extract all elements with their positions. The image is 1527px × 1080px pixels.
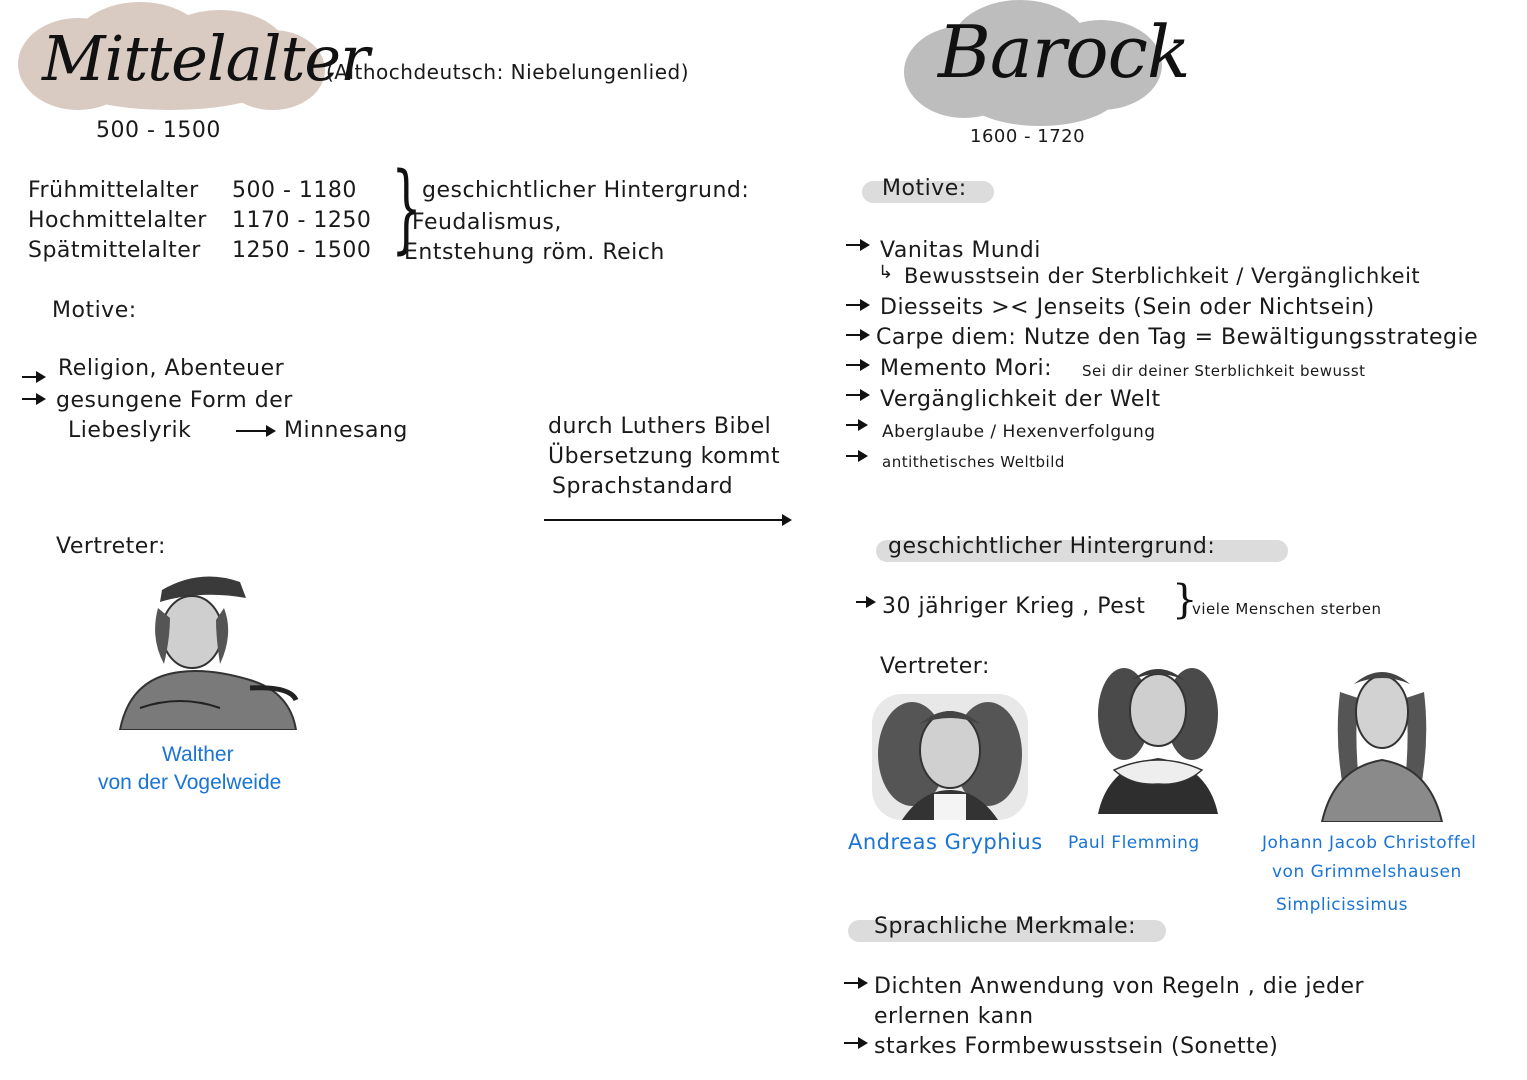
mittelalter-background-heading: geschichtlicher Hintergrund:	[422, 178, 750, 203]
mittelalter-title: Mittelalter	[42, 22, 369, 95]
barock-language-2: starkes Formbewusstsein (Sonette)	[874, 1034, 1279, 1059]
epoch-name-3: Spätmittelalter	[28, 238, 201, 263]
barock-motive-6: Aberglaube / Hexenverfolgung	[882, 422, 1156, 442]
epoch-range-3: 1250 - 1500	[232, 238, 372, 263]
epoch-range-2: 1170 - 1250	[232, 208, 372, 233]
barock-author-3-line-2: von Grimmelshausen	[1272, 862, 1462, 882]
mittelalter-author-line-1: Walther	[162, 743, 234, 766]
luther-line-1: durch Luthers Bibel	[548, 414, 772, 439]
arrow-right-icon	[844, 1042, 866, 1044]
arrow-right-icon	[846, 304, 868, 306]
mittelalter-period: 500 - 1500	[96, 118, 221, 143]
brace-icon: }	[391, 152, 422, 264]
barock-author-3-work: Simplicissimus	[1276, 895, 1409, 915]
barock-author-1: Andreas Gryphius	[848, 830, 1043, 854]
portrait-image	[1314, 652, 1450, 822]
barock-title: Barock	[938, 10, 1190, 94]
epoch-name-1: Frühmittelalter	[28, 178, 199, 203]
mittelalter-motive-result: Minnesang	[284, 418, 408, 443]
luther-line-2: Übersetzung kommt	[548, 444, 781, 469]
mittelalter-vertreter-heading: Vertreter:	[56, 534, 166, 559]
mittelalter-background-line-1: Feudalismus,	[412, 210, 562, 235]
curved-arrow-icon: ↳	[878, 262, 894, 283]
barock-language-1: Dichten Anwendung von Regeln , die jeder	[874, 974, 1365, 999]
barock-motive-1: Vanitas Mundi	[880, 238, 1041, 263]
mittelalter-title-note: (Althochdeutsch: Niebelungenlied)	[326, 60, 689, 84]
mittelalter-author-line-2: von der Vogelweide	[98, 771, 282, 794]
arrow-right-icon	[846, 244, 868, 246]
mittelalter-motive-cont: Liebeslyrik	[68, 418, 192, 443]
barock-motive-heading: Motive:	[882, 176, 967, 201]
luther-line-3: Sprachstandard	[552, 474, 734, 499]
portrait-image	[1088, 654, 1228, 814]
barock-background-item: 30 jähriger Krieg , Pest	[882, 594, 1146, 619]
portrait-image	[100, 568, 300, 730]
barock-background-note: viele Menschen sterben	[1192, 600, 1382, 618]
arrow-right-icon	[846, 334, 868, 336]
barock-language-heading: Sprachliche Merkmale:	[874, 914, 1137, 939]
barock-language-1-cont: erlernen kann	[874, 1004, 1034, 1029]
arrow-right-icon	[22, 398, 44, 400]
barock-motive-7: antithetisches Weltbild	[882, 453, 1065, 471]
barock-vanitas-sub: Bewusstsein der Sterblichkeit / Vergänglichkeit	[904, 264, 1421, 288]
barock-vertreter-heading: Vertreter:	[880, 654, 990, 679]
arrow-right-icon	[846, 424, 866, 426]
barock-period: 1600 - 1720	[970, 126, 1086, 147]
arrow-right-icon	[846, 364, 868, 366]
brace-icon: }	[1172, 577, 1198, 623]
arrow-right-icon	[856, 601, 874, 603]
barock-background-heading: geschichtlicher Hintergrund:	[888, 534, 1216, 559]
arrow-right-icon	[236, 430, 274, 432]
arrow-right-icon	[846, 455, 866, 457]
portrait-image	[872, 694, 1028, 820]
barock-motive-5: Vergänglichkeit der Welt	[880, 387, 1161, 412]
epoch-name-2: Hochmittelalter	[28, 208, 207, 233]
barock-author-3-line-1: Johann Jacob Christoffel	[1262, 833, 1477, 853]
barock-motive-2: Diesseits >< Jenseits (Sein oder Nichtsein)	[880, 295, 1375, 320]
barock-motive-4: Memento Mori:	[880, 356, 1053, 381]
barock-author-2: Paul Flemming	[1068, 833, 1200, 853]
mittelalter-motive-2: gesungene Form der	[56, 388, 293, 413]
barock-motive-3: Carpe diem: Nutze den Tag = Bewältigungsstrategie	[876, 325, 1479, 350]
epoch-range-1: 500 - 1180	[232, 178, 357, 203]
mittelalter-background-line-2: Entstehung röm. Reich	[404, 240, 665, 265]
mittelalter-motive-heading: Motive:	[52, 298, 137, 323]
arrow-right-icon	[544, 519, 790, 521]
mittelalter-motive-1: Religion, Abenteuer	[58, 356, 285, 381]
arrow-right-icon	[844, 982, 866, 984]
barock-memento-note: Sei dir deiner Sterblichkeit bewusst	[1082, 362, 1366, 380]
arrow-right-icon	[22, 376, 44, 378]
arrow-right-icon	[846, 394, 868, 396]
